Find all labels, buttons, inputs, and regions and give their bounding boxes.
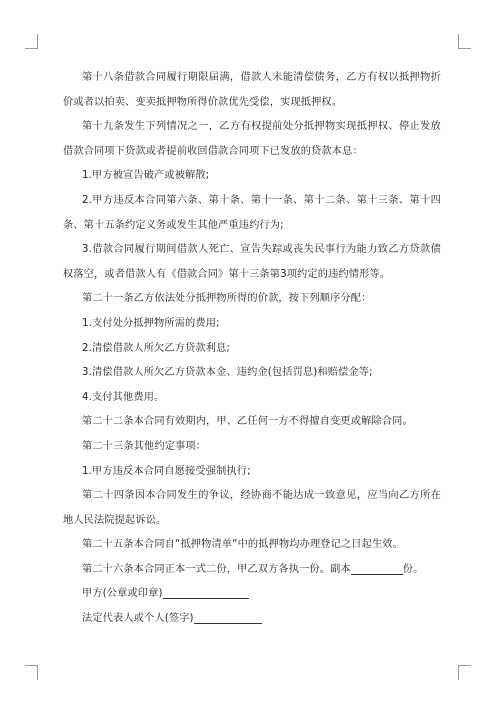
clause-21-item-1: 1.支付处分抵押物所需的费用; [82,317,220,329]
clause-19-item-3: 3.借款合同履行期间借款人死亡、宣告失踪或丧失民事行为能力致乙方贷款债权落空，或者借款人有《借款合同》第十三条第3项约定的违约情形等。 [63,244,441,280]
legal-rep-signature-line [63,607,441,632]
clause-22: 第二十二条本合同有效期内，甲、乙任何一方不得擅自变更或解除合同。 [82,416,413,428]
clause-23-item-1: 1.甲方违反本合同自愿接受强制执行; [82,465,251,477]
legal-rep-label: 法定代表人或个人(签字) [82,613,194,625]
clause-19-item-2: 2.甲方违反本合同第六条、第十条、第十一条、第十二条、第十三条、第十四条、第十五条约定义务或发生其他严重违约行为; [63,194,441,231]
party-a-label: 甲方(公章或印章) [82,588,163,600]
clause-21: 第二十一条乙方依法处分抵押物所得的价款，按下列顺序分配： [82,293,372,305]
clause-25: 第二十五条本合同自“抵押物清单”中的抵押物均办理登记之日起生效。 [82,539,403,551]
clause-21-item-2: 2.清偿借款人所欠乙方贷款利息; [82,342,230,354]
clause-21-item-4: 4.支付其他费用。 [82,391,165,403]
clause-26-suffix: 份。 [402,563,424,575]
copies-blank[interactable] [351,562,403,575]
party-a-signature-line [63,582,441,607]
contract-body [63,66,441,632]
clause-21-item-3: 3.清偿借款人所欠乙方贷款本金、违约金(包括罚息)和赔偿金等; [82,367,373,379]
clause-26-text: 第二十六条本合同正本一式二份，甲乙双方各执一份。副本 [82,563,351,575]
clause-19-item-1: 1.甲方被宣告破产或被解散; [82,170,210,182]
crop-mark-top-right [458,34,471,49]
clause-23: 第二十三条其他约定事项： [82,440,207,452]
clause-24: 第二十四条因本合同发生的争议，经协商不能达成一致意见，应当向乙方所在地人民法院提起诉讼。 [63,490,441,526]
legal-rep-blank[interactable] [194,611,262,624]
clause-18: 第十八条借款合同履行期限届满，借款人未能清偿债务，乙方有权以抵押物折价或者以拍卖、变卖抵押物所得价款优先受偿，实现抵押权。 [63,72,441,108]
party-a-blank[interactable] [163,586,249,599]
clause-26 [63,558,441,583]
crop-mark-bottom-right [458,665,471,680]
clause-19: 第十九条发生下列情况之一，乙方有权提前处分抵押物实现抵押权、停止发放借款合同项下贷款或者提前收回借款合同项下已发放的贷款本息： [63,121,441,157]
crop-mark-bottom-left [25,665,38,680]
crop-mark-top-left [25,34,38,49]
